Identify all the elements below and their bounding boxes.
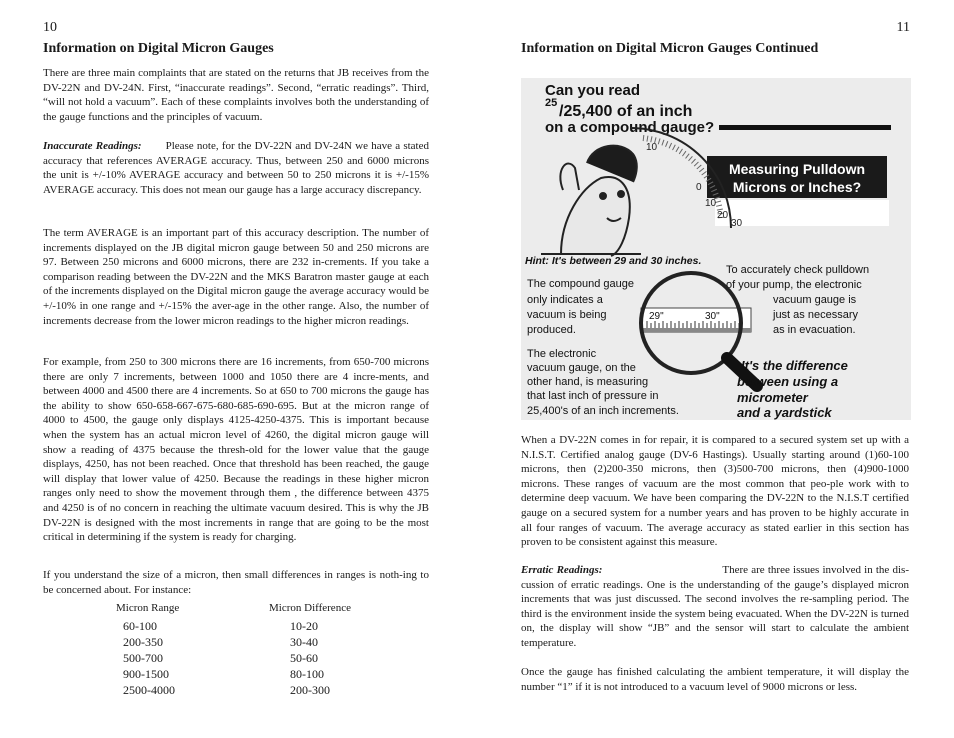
- table-cell-range: 500-700: [123, 651, 163, 665]
- electronic-line: that last inch of pressure in: [527, 390, 659, 402]
- page-heading: Information on Digital Micron Gauges: [43, 41, 274, 56]
- table-cell-difference: 200-300: [290, 683, 330, 697]
- electronic-line: other hand, is measuring: [527, 376, 649, 388]
- table-cell-difference: 50-60: [290, 651, 318, 665]
- difference-line: and a yardstick: [737, 405, 832, 420]
- pump-line: vacuum gauge is: [773, 294, 857, 306]
- right-page: [477, 0, 954, 738]
- compound-line: The compound gauge: [527, 278, 635, 290]
- average-paragraph: The term AVERAGE is an important part of this accuracy description. The number of increments displayed on the JB digital micron gauge between 50 and 250 microns are 97. Between 250 microns and 6000 microns, there are 232 in-crements. If you take a comparison reading between the DV-22N and the MKS Baratron master gauge at each of the increments displayed on the Digital micron gauge the average accuracy would be +/-10% in one range and +/-15% the aver-age in the other range. Also, the number of increments decrease from the lower micron readings to the higher micron readings.: [43, 227, 429, 327]
- page-number: 10: [43, 20, 57, 35]
- final-paragraph: Once the gauge has finished calculating the ambient temperature, it will display the number “1” if it is not introduced to a vacuum level of 9000 microns or less.: [521, 666, 909, 693]
- scale-label: 29": [649, 311, 664, 322]
- rule-line: [719, 125, 891, 130]
- question-line-3: on a compound gauge?: [545, 119, 715, 136]
- electronic-line: vacuum gauge, on the: [527, 362, 636, 374]
- erratic-readings-label: Erratic Readings:: [521, 564, 603, 576]
- pump-line: just as necessary: [773, 309, 858, 321]
- compound-line: only indicates a: [527, 294, 603, 306]
- dial-label: 30: [731, 218, 743, 229]
- table-cell-difference: 10-20: [290, 619, 318, 633]
- col-header-range: Micron Range: [116, 602, 180, 614]
- inaccurate-readings-paragraph: [43, 139, 429, 197]
- repair-paragraph: When a DV-22N comes in for repair, it is compared to a secured system set up with a N.I.S.T. Certified analog gauge (DV-6 Hastings). Usually starting around (1)60-100 microns, then (2)200-350 microns, then (3)500-700 microns, then (4)900-1000 microns. These ranges of vacuum are the most common that peo-ple work with to determine deep vacuum. We have been comparing the DV-22N to the N.I.S.T certified gauge on a secured system for a number years and has proven to be highly accurate in all four ranges of vacuum. The average accuracy as stated earlier in this section has proven to be consistent against this measure.: [521, 434, 909, 549]
- scale-label: 30": [705, 311, 720, 322]
- table-cell-difference: 80-100: [290, 667, 324, 681]
- intro-paragraph: There are three main complaints that are stated on the returns that JB receives from the DV-22N and DV-24N. First, “inaccurate readings”. Second, “erratic readings”. Third, “will not hold a vacuum”. Each of these complaints involves both the understanding of the gauge functions and the principles of vacuum.: [43, 67, 429, 123]
- question-line-1: Can you read: [545, 82, 641, 99]
- man-illustration: [541, 146, 641, 256]
- banner-line-1: Measuring Pulldown: [728, 161, 866, 177]
- compound-line: produced.: [527, 324, 576, 336]
- page-number: 11: [896, 20, 910, 35]
- electronic-line: 25,400's of an inch increments.: [527, 405, 679, 417]
- inaccurate-readings-label: Inaccurate Readings:: [43, 140, 142, 152]
- dial-label: 10: [705, 198, 717, 209]
- gauge-illustration: [521, 78, 911, 420]
- example-paragraph: For example, from 250 to 300 microns there are 16 increments, from 650-700 microns there are only 7 increments, between 1000 and 1050 there are 4 incre-ments, and between 4000 and 4500 there are 4 increments. So at 650 to 700 microns the gauge has the ability to show 650-658-667-675-680-685-690-695. But at the micron range of 4000 to 4500, the gauge only displays 4125-4250-4375. This is important because when the system has an actual micron level of 4260, the digital micron gauge will show a reading of 4375 because the thresh-old for the lower value that the gauge displays, 4250, has not been reached. Once that threshold has been reached, the gauge will display that lower value of 4250. Because the readings in these higher micron ranges only need to show the movement through them , the difference between 4375 and 4250 is of no concern in reaching the ultimate vacuum desired. This is why the JB DV-22N is designed with the most increments in range that are going to be the most critical in determining if the system is ready for charging.: [43, 356, 429, 544]
- dial-label: 0: [696, 182, 702, 193]
- pump-line: as in evacuation.: [773, 324, 856, 336]
- col-header-difference: Micron Difference: [269, 602, 351, 614]
- question-superscript: 25: [545, 97, 558, 109]
- pump-line: To accurately check pulldown: [726, 264, 870, 276]
- dial-label: 10: [646, 142, 658, 153]
- erratic-readings-paragraph: [521, 563, 909, 651]
- erratic-readings-text: There are three issues involved in the dis-cussion of erratic readings. One is the understanding of the gauge’s displayed micron increments that was just discussed. The second involves the re-sampling period. The third is the environment inside the system being evacuated. When the DV-22N is turned on, the display will show “JB” and the sensor will start to calculate the ambient temperature.: [521, 564, 909, 649]
- compound-line: vacuum is being: [527, 309, 607, 321]
- page-heading: Information on Digital Micron Gauges Continued: [521, 41, 819, 56]
- inaccurate-readings-text: Please note, for the DV-22N and DV-24N we have a stated accuracy that references AVERAGE accuracy. Thus, between 250 and 6000 microns the unit is +/-10% AVERAGE accuracy and between 50 to 250 microns it is +/-15% AVERAGE accuracy. This does not mean our gauge has a large accuracy discrepancy.: [43, 140, 429, 196]
- compound-text: [527, 278, 637, 336]
- table-cell-range: 2500-4000: [123, 683, 175, 697]
- pump-line: of your pump, the electronic: [726, 279, 862, 291]
- table-cell-difference: 30-40: [290, 635, 318, 649]
- difference-line: between using a: [737, 374, 839, 389]
- hint-text: Hint: It's between 29 and 30 inches.: [525, 255, 702, 267]
- table-cell-range: 60-100: [123, 619, 157, 633]
- banner-line-2: Microns or Inches?: [732, 179, 862, 195]
- electronic-line: The electronic: [527, 348, 597, 360]
- difference-line: micrometer: [737, 390, 808, 405]
- table-cell-range: 900-1500: [123, 667, 169, 681]
- dial-label: 20: [717, 210, 729, 221]
- micron-size-paragraph: If you understand the size of a micron, then small differences in ranges is noth-ing to be concerned about. For instance:: [43, 569, 429, 596]
- difference-line: It's the difference: [741, 358, 848, 373]
- table-cell-range: 200-350: [123, 635, 163, 649]
- question-line-2: /25,400 of an inch: [559, 103, 693, 120]
